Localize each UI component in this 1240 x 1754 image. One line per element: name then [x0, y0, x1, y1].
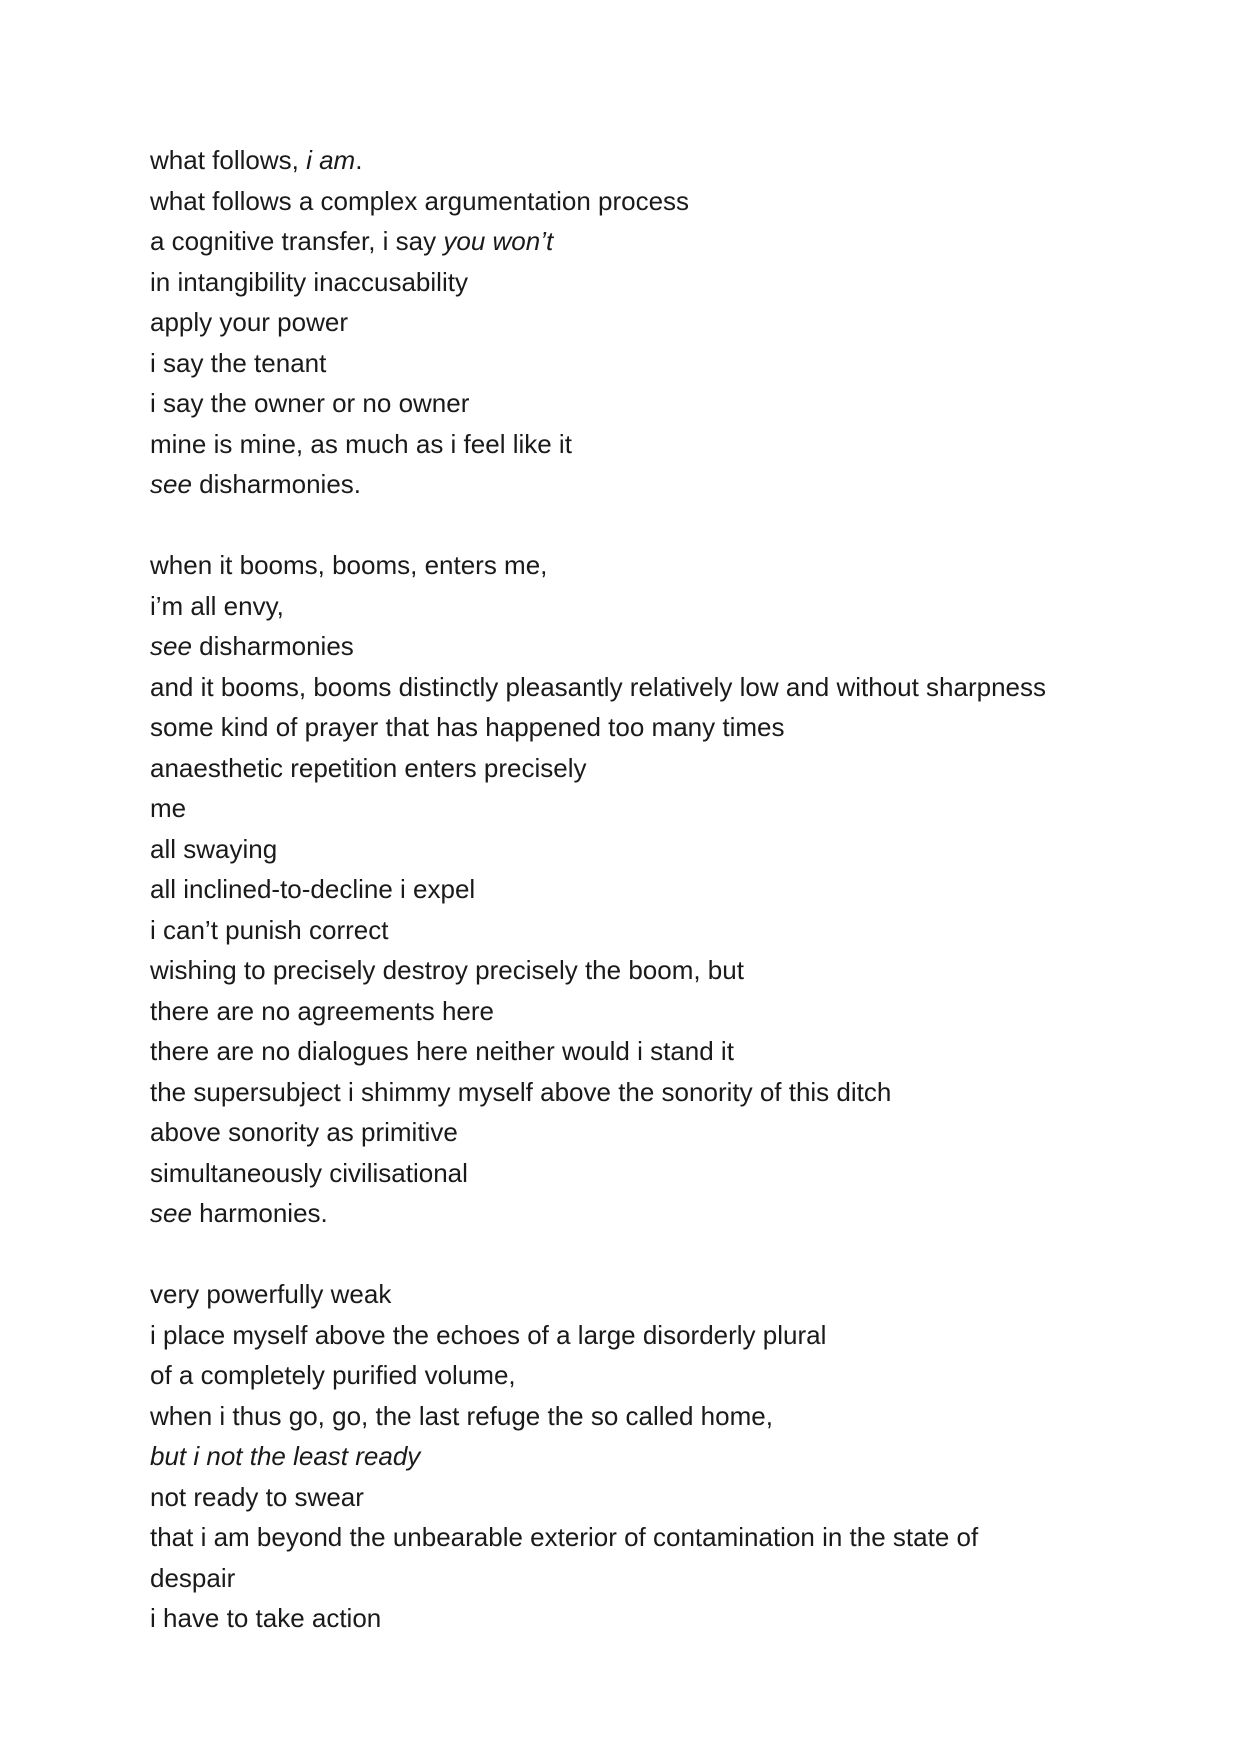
poem-line: [150, 302, 1190, 343]
poem-line: [150, 545, 1190, 586]
line-text: all swaying: [150, 833, 278, 864]
line-text: above sonority as primitive: [150, 1117, 458, 1147]
poem-line: [150, 1477, 1190, 1518]
poem-line: [150, 829, 1190, 870]
line-text: that i am beyond the unbearable exterior of contamination in the state of: [150, 1522, 979, 1552]
poem-line: [150, 586, 1190, 627]
poem-line: [150, 1396, 1190, 1437]
poem-line: [150, 950, 1190, 991]
poem-line: [150, 910, 1190, 951]
line-text: very powerfully weak: [150, 1279, 392, 1309]
poem-stanza: [150, 1274, 1190, 1639]
poem-line: [150, 788, 1190, 829]
poem-line: [150, 1558, 1190, 1599]
line-text: harmonies.: [191, 1198, 328, 1228]
line-text: i can’t punish correct: [150, 914, 389, 945]
line-text: mine is mine, as much as i feel like it: [150, 428, 572, 459]
italic-text: you won’t: [443, 226, 554, 256]
italic-text: but i not the least ready: [150, 1441, 421, 1471]
poem-line: [150, 343, 1190, 384]
poem-line: [150, 1072, 1190, 1113]
poem-line: [150, 1274, 1190, 1315]
poem-line: [150, 383, 1190, 424]
line-text: not ready to swear: [150, 1481, 364, 1512]
poem-line: [150, 707, 1190, 748]
poem-stanza: [150, 545, 1190, 1234]
line-text: there are no dialogues here neither would i stand it: [150, 1036, 734, 1066]
line-text: .: [355, 145, 363, 175]
italic-text: i am: [306, 145, 356, 175]
line-text: some kind of prayer that has happened too many times: [150, 712, 785, 742]
poem-line: [150, 1436, 1190, 1477]
line-text: of a completely purified volume,: [150, 1360, 516, 1390]
poem-line: [150, 1031, 1190, 1072]
poem-line: [150, 424, 1190, 465]
line-text: what follows a complex argumentation process: [150, 185, 690, 216]
italic-text: see: [150, 1198, 192, 1228]
poem-line: [150, 991, 1190, 1032]
line-text: simultaneously civilisational: [150, 1157, 468, 1188]
line-text: in intangibility inaccusability: [150, 266, 468, 297]
line-text: i have to take action: [150, 1603, 382, 1633]
poem-line: [150, 667, 1190, 708]
line-text: when it booms, booms, enters me,: [150, 550, 548, 580]
line-text: a cognitive transfer, i say: [150, 226, 444, 256]
poem-line: [150, 464, 1190, 505]
line-text: despair: [150, 1562, 236, 1593]
poem-line: [150, 748, 1190, 789]
poem-line: [150, 626, 1190, 667]
line-text: disharmonies.: [191, 469, 361, 499]
line-text: anaesthetic repetition enters precisely: [150, 752, 587, 783]
line-text: disharmonies: [191, 631, 354, 661]
poem-line: [150, 1153, 1190, 1194]
line-text: i’m all envy,: [150, 590, 284, 621]
italic-text: see: [150, 469, 192, 499]
line-text: wishing to precisely destroy precisely the boom, but: [150, 955, 744, 985]
line-text: i say the tenant: [150, 347, 327, 378]
poem-line: [150, 140, 1190, 181]
poem-line: [150, 1355, 1190, 1396]
poem-line: [150, 1517, 1190, 1558]
poem-line: [150, 181, 1190, 222]
line-text: and it booms, booms distinctly pleasantly relatively low and without sharpness: [150, 671, 1047, 702]
poem-line: [150, 869, 1190, 910]
line-text: me: [150, 793, 187, 823]
line-text: there are no agreements here: [150, 995, 494, 1026]
poem-stanza: [150, 140, 1190, 505]
line-text: what follows,: [150, 145, 307, 175]
poem-line: [150, 1193, 1190, 1234]
line-text: i place myself above the echoes of a large disorderly plural: [150, 1319, 827, 1350]
line-text: all inclined-to-decline i expel: [150, 874, 476, 904]
poem-line: [150, 221, 1190, 262]
poem-line: [150, 1112, 1190, 1153]
line-text: when i thus go, go, the last refuge the so called home,: [150, 1400, 773, 1431]
line-text: the supersubject i shimmy myself above the sonority of this ditch: [150, 1076, 892, 1107]
line-text: i say the owner or no owner: [150, 388, 470, 418]
poem-line: [150, 1598, 1190, 1639]
italic-text: see: [150, 631, 192, 661]
line-text: apply your power: [150, 307, 348, 337]
poem-body: [150, 140, 1190, 1639]
poem-line: [150, 1315, 1190, 1356]
poem-line: [150, 262, 1190, 303]
